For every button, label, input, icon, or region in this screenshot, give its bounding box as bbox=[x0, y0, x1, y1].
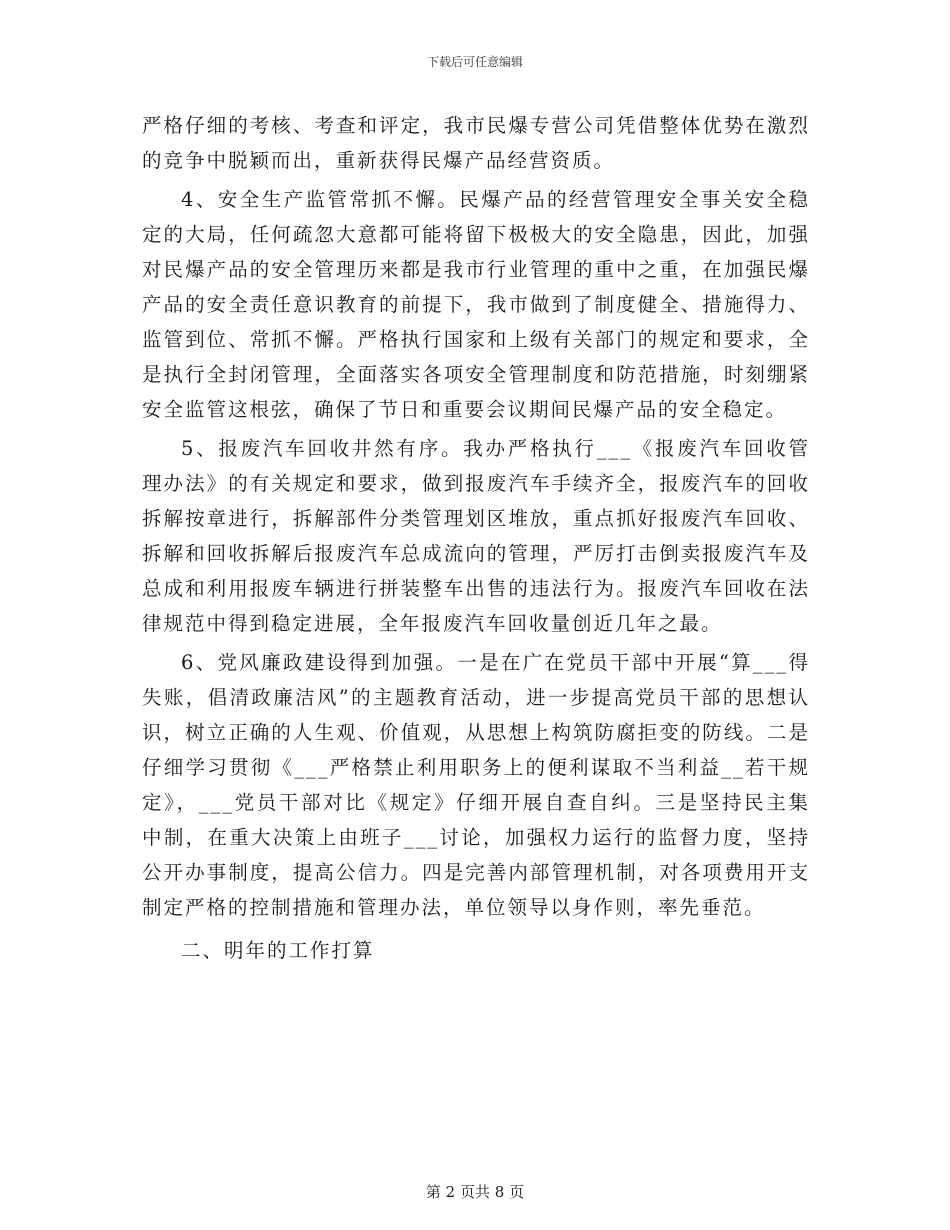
document-body bbox=[142, 108, 810, 972]
paragraph-vehicle-recycling: 5、报废汽车回收井然有序。我办严格执行___《报废汽车回收管理办法》的有关规定和要求，做到报废汽车手续齐全，报废汽车的回收拆解按章进行，拆解部件分类管理划区堆放，重点抓好报废汽车回收、拆解和回收拆解后报废汽车总成流向的管理，严厉打击倒卖报废汽车及总成和利用报废车辆进行拼装整车出售的违法行为。报废汽车回收在法律规范中得到稳定进展，全年报废汽车回收量创近几年之最。 bbox=[142, 437, 810, 635]
section-heading-next-year-plan: 二、明年的工作打算 bbox=[181, 939, 375, 962]
paragraph-safety-supervision: 4、安全生产监管常抓不懈。民爆产品的经营管理安全事关安全稳定的大局，任何疏忽大意都可能将留下极极大的安全隐患，因此，加强对民爆产品的安全管理历来都是我市行业管理的重中之重，在加强民爆产品的安全责任意识教育的前提下，我市做到了制度健全、措施得力、监管到位、常抓不懈。严格执行国家和上级有关部门的规定和要求，全是执行全封闭管理，全面落实各项安全管理制度和防范措施，时刻绷紧安全监管这根弦，确保了节日和重要会议期间民爆产品的安全稳定。 bbox=[142, 188, 810, 421]
page-number-footer: 第 2 页共 8 页 bbox=[425, 1183, 525, 1201]
paragraph-continuation: 严格仔细的考核、考查和评定，我市民爆专营公司凭借整体优势在激烈的竞争中脱颖而出，重新获得民爆产品经营资质。 bbox=[142, 114, 810, 172]
paragraph-party-conduct: 6、党风廉政建设得到加强。一是在广在党员干部中开展“算___得失账，倡清政廉洁风”的主题教育活动，进一步提高党员干部的思想认识，树立正确的人生观、价值观，从思想上构筑防腐拒变的防线。二是仔细学习贯彻《___严格禁止利用职务上的便利谋取不当利益__若干规定》，___党员干部对比《规定》仔细开展自查自纠。三是坚持民主集中制，在重大决策上由班子___讨论，加强权力运行的监督力度，坚持公开办事制度，提高公信力。四是完善内部管理机制，对各项费用开支制定严格的控制措施和管理办法，单位领导以身作则，率先垂范。 bbox=[142, 651, 810, 919]
page-header: 下载后可任意编辑 bbox=[426, 55, 523, 69]
